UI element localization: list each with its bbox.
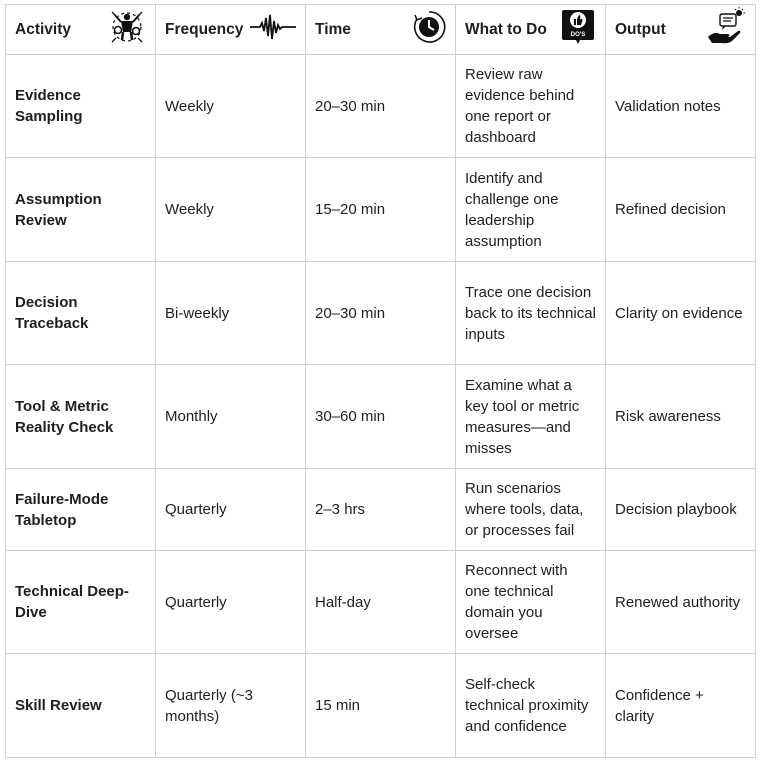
output-cell: Risk awareness <box>606 365 756 469</box>
table-row <box>6 469 756 551</box>
frequency-cell: Quarterly <box>156 469 306 551</box>
header-what-to-do-label: What to Do <box>465 21 547 38</box>
clock-icon <box>412 10 446 50</box>
table-row <box>6 654 756 758</box>
frequency-cell: Quarterly (~3 months) <box>156 654 306 758</box>
time-cell: 15 min <box>306 654 456 758</box>
time-cell: 30–60 min <box>306 365 456 469</box>
header-output-label: Output <box>615 21 666 38</box>
output-cell: Clarity on evidence <box>606 262 756 365</box>
header-frequency-label: Frequency <box>165 21 244 38</box>
heartbeat-waveform-icon <box>250 12 296 48</box>
time-cell: 20–30 min <box>306 262 456 365</box>
activity-table <box>5 4 756 758</box>
table-row <box>6 262 756 365</box>
what-to-do-cell: Identify and challenge one leadership assumption <box>456 158 606 262</box>
output-cell: Decision playbook <box>606 469 756 551</box>
activity-cell: Decision Traceback <box>6 262 156 365</box>
activity-cell: Tool & Metric Reality Check <box>6 365 156 469</box>
header-time-label: Time <box>315 21 351 38</box>
frequency-cell: Monthly <box>156 365 306 469</box>
header-row <box>6 5 756 55</box>
header-time <box>306 5 456 55</box>
what-to-do-cell: Run scenarios where tools, data, or processes fail <box>456 469 606 551</box>
hand-idea-message-icon <box>706 7 746 53</box>
dos-badge-text: DO'S <box>570 31 586 38</box>
activity-cell: Technical Deep-Dive <box>6 551 156 654</box>
header-what-to-do <box>456 5 606 55</box>
what-to-do-cell: Trace one decision back to its technical inputs <box>456 262 606 365</box>
person-gears-icon <box>108 8 146 52</box>
header-output <box>606 5 756 55</box>
output-cell: Renewed authority <box>606 551 756 654</box>
time-cell: 2–3 hrs <box>306 469 456 551</box>
activity-cell: Assumption Review <box>6 158 156 262</box>
table-row <box>6 158 756 262</box>
table-row <box>6 55 756 158</box>
activity-cell: Evidence Sampling <box>6 55 156 158</box>
thumbs-up-dos-icon <box>560 8 596 52</box>
table-row <box>6 551 756 654</box>
frequency-cell: Weekly <box>156 55 306 158</box>
time-cell: 20–30 min <box>306 55 456 158</box>
time-cell: 15–20 min <box>306 158 456 262</box>
what-to-do-cell: Review raw evidence behind one report or dashboard <box>456 55 606 158</box>
frequency-cell: Bi-weekly <box>156 262 306 365</box>
what-to-do-cell: Self-check technical proximity and confidence <box>456 654 606 758</box>
frequency-cell: Quarterly <box>156 551 306 654</box>
table-row <box>6 365 756 469</box>
output-cell: Validation notes <box>606 55 756 158</box>
what-to-do-cell: Reconnect with one technical domain you oversee <box>456 551 606 654</box>
output-cell: Refined decision <box>606 158 756 262</box>
activity-cell: Skill Review <box>6 654 156 758</box>
output-cell: Confidence + clarity <box>606 654 756 758</box>
header-activity <box>6 5 156 55</box>
activity-cell: Failure-Mode Tabletop <box>6 469 156 551</box>
what-to-do-cell: Examine what a key tool or metric measures—and misses <box>456 365 606 469</box>
frequency-cell: Weekly <box>156 158 306 262</box>
header-frequency <box>156 5 306 55</box>
time-cell: Half-day <box>306 551 456 654</box>
header-activity-label: Activity <box>15 21 71 38</box>
